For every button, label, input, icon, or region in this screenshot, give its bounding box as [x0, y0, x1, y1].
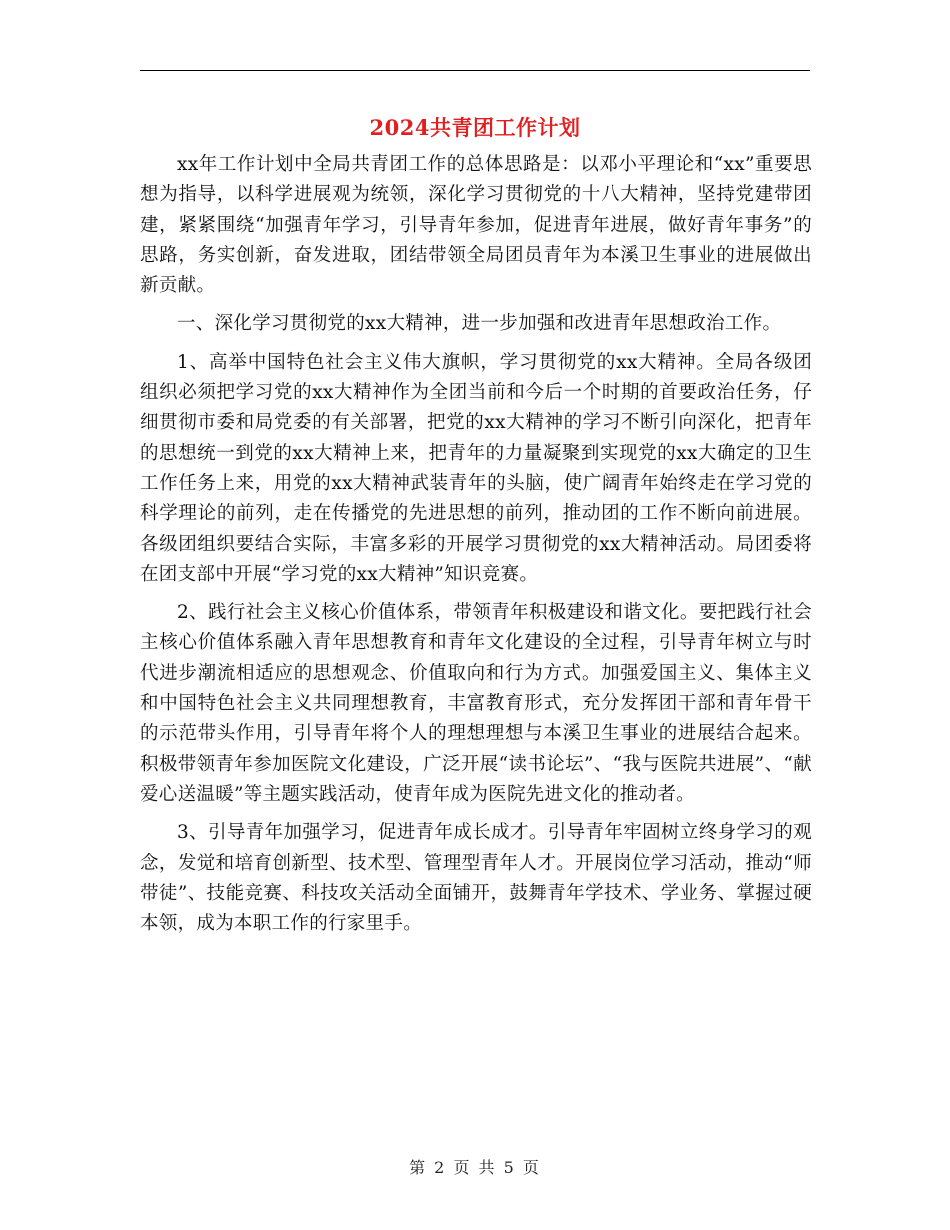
header-rule — [140, 70, 810, 71]
paragraph-section-one-heading: 一、深化学习贯彻党的xx大精神，进一步加强和改进青年思想政治工作。 — [177, 313, 782, 335]
paragraph-item-1: 1、高举中国特色社会主义伟大旗帜，学习贯彻党的xx大精神。全局各级团组织必须把学习党的xx大精神作为全团当前和今后一个时期的首要政治任务，仔细贯彻市委和局党委的有关部署，把党的xx大精神的学习不断引向深化，把青年的思想统一到党的xx大精神上来，把青年的力量凝聚到实现党的xx大确定的卫生工作任务上来，用党的xx大精神武装青年的头脑，使广阔青年始终走在学习党的科学理论的前列，走在传播党的先进思想的前列，推动团的工作不断向前进展。各级团组织要结合实际，丰富多彩的开展学习贯彻党的xx大精神活动。局团委将在团支部中开展“学习党的xx大精神”知识竞赛。 — [140, 351, 812, 585]
paragraph-item-2: 2、践行社会主义核心价值体系，带领青年积极建设和谐文化。要把践行社会主核心价值体系融入青年思想教育和青年文化建设的全过程，引导青年树立与时代进步潮流相适应的思想观念、价值取向和行为方式。加强爱国主义、集体主义和中国特色社会主义共同理想教育，丰富教育形式，充分发挥团干部和青年骨干的示范带头作用，引导青年将个人的理想理想与本溪卫生事业的进展结合起来。积极带领青年参加医院文化建设，广泛开展“读书论坛”、“我与医院共进展”、“献爱心送温暖”等主题实践活动，使青年成为医院先进文化的推动者。 — [140, 602, 812, 805]
paragraph-overall-approach: xx年工作计划中全局共青团工作的总体思路是：以邓小平理论和“xx”重要思想为指导，以科学进展观为统领，深化学习贯彻党的十八大精神，坚持党建带团建，紧紧围绕“加强青年学习，引导青年参加，促进青年进展，做好青年事务”的思路，务实创新，奋发进取，团结带领全局团员青年为本溪卫生事业的进展做出新贡献。 — [140, 154, 812, 297]
document-body — [140, 150, 812, 947]
paragraph-item-3: 3、引导青年加强学习，促进青年成长成才。引导青年牢固树立终身学习的观念，发觉和培育创新型、技术型、管理型青年人才。开展岗位学习活动，推动“师带徒”、技能竞赛、科技攻关活动全面铺开，鼓舞青年学技术、学业务、掌握过硬本领，成为本职工作的行家里手。 — [140, 822, 812, 935]
page-number-footer: 第 2 页 共 5 页 — [409, 1158, 541, 1177]
document-title: 2024共青团工作计划 — [369, 115, 581, 140]
